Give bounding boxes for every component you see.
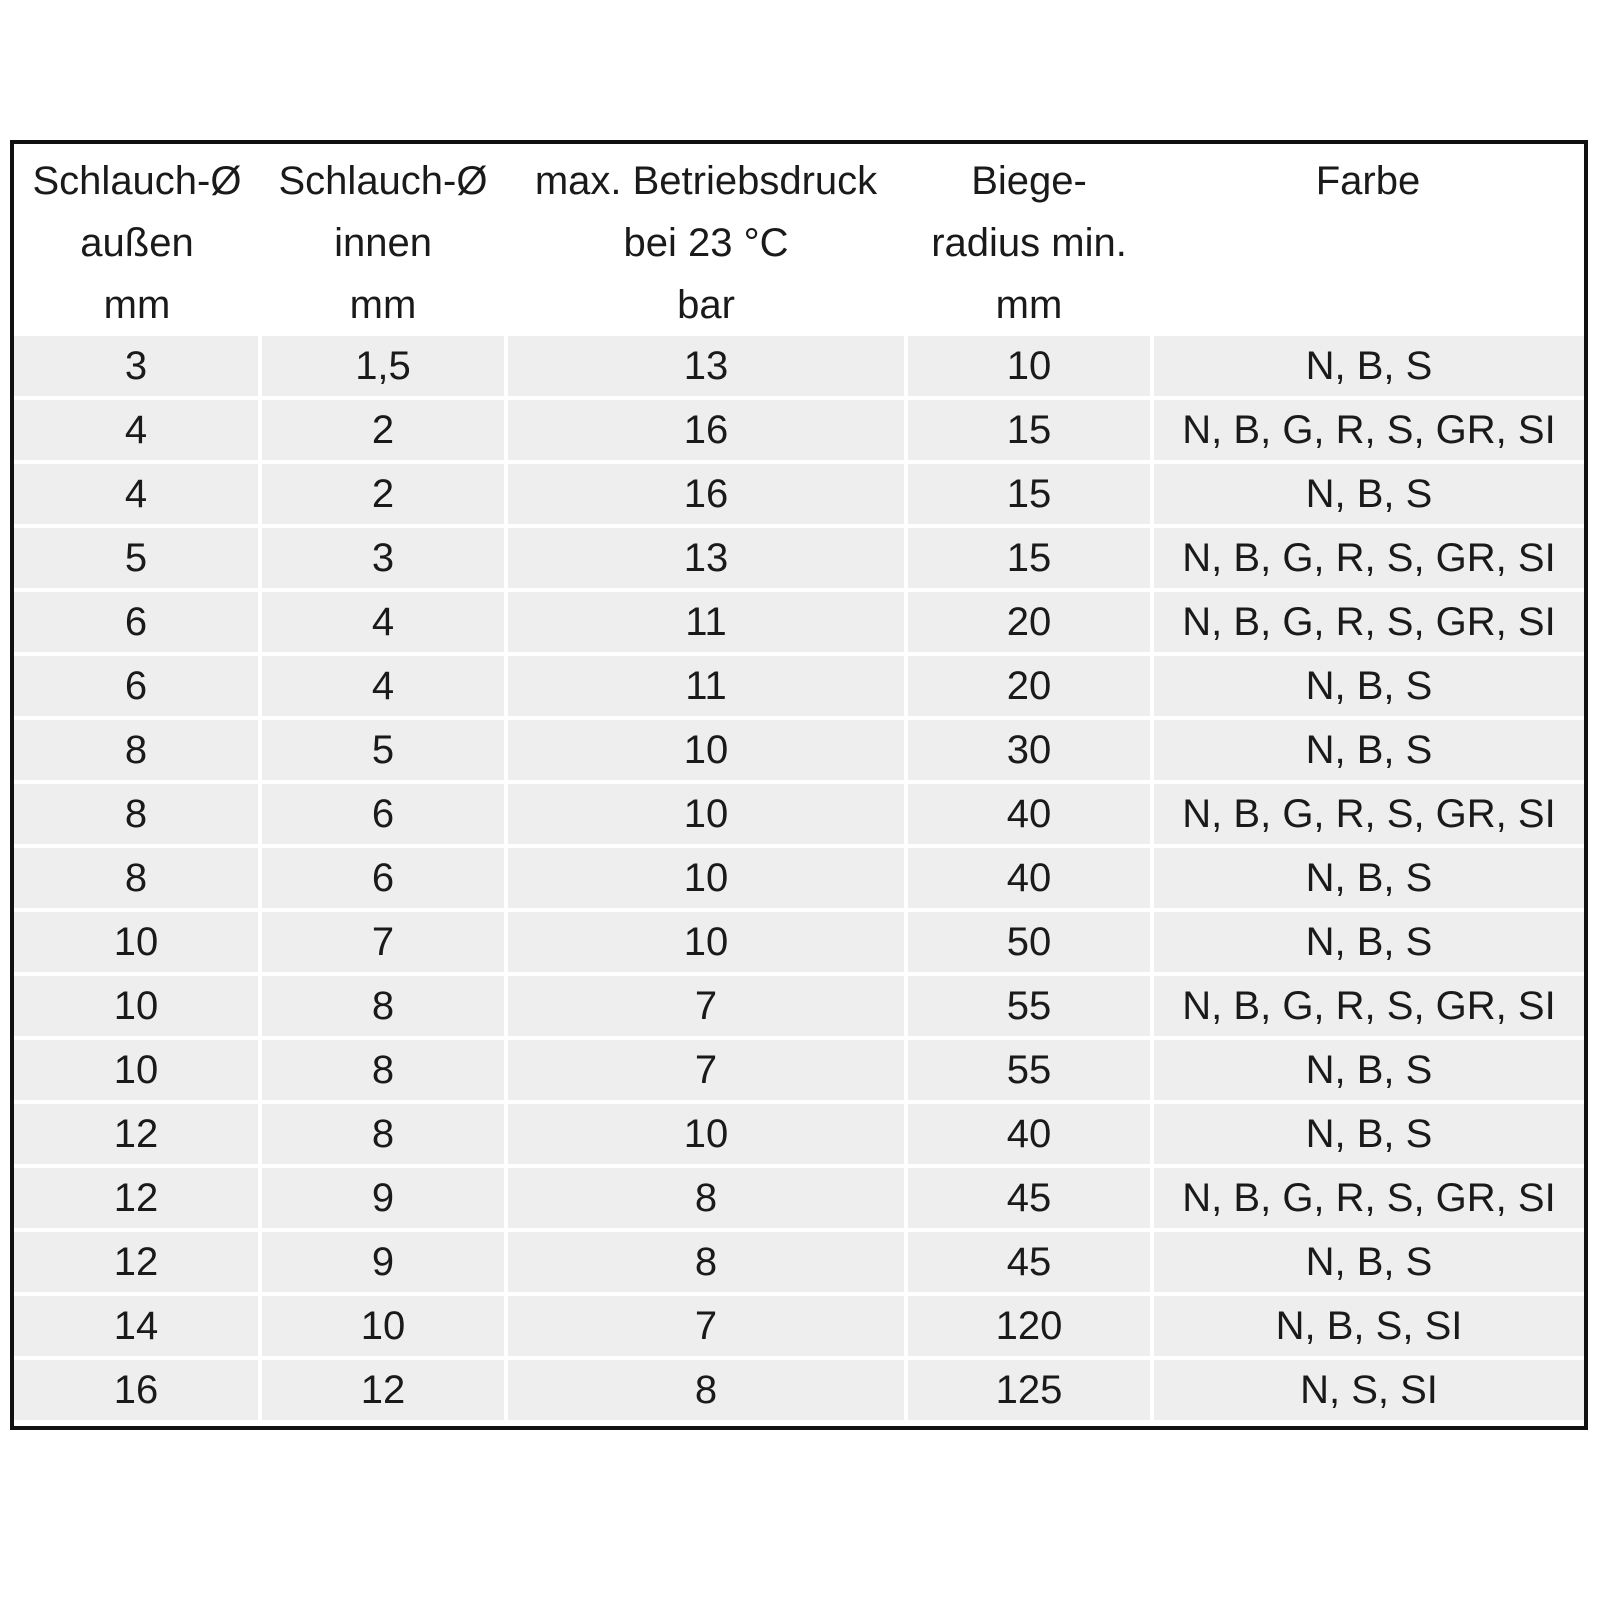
cell-bend-radius: 40 (906, 1102, 1152, 1166)
header-inner-diameter (260, 144, 506, 336)
cell-color: N, B, S, SI (1152, 1294, 1584, 1358)
cell-max-pressure: 7 (506, 1294, 906, 1358)
cell-outer-diameter: 3 (14, 336, 260, 398)
cell-inner-diameter: 9 (260, 1230, 506, 1294)
header-row (14, 144, 1584, 336)
cell-bend-radius: 20 (906, 590, 1152, 654)
cell-color: N, B, S (1152, 1230, 1584, 1294)
cell-color: N, B, S (1152, 336, 1584, 398)
table-row (14, 462, 1584, 526)
cell-inner-diameter: 8 (260, 974, 506, 1038)
header-outer-diameter (14, 144, 260, 336)
table-row (14, 1294, 1584, 1358)
cell-outer-diameter: 8 (14, 782, 260, 846)
cell-inner-diameter: 4 (260, 590, 506, 654)
cell-bend-radius: 15 (906, 398, 1152, 462)
cell-max-pressure: 13 (506, 526, 906, 590)
cell-color: N, B, S (1152, 846, 1584, 910)
cell-outer-diameter: 4 (14, 462, 260, 526)
cell-max-pressure: 11 (506, 590, 906, 654)
cell-max-pressure: 7 (506, 974, 906, 1038)
hose-spec-table-frame (10, 140, 1588, 1430)
cell-outer-diameter: 8 (14, 718, 260, 782)
header-inner-diameter-line-2: innen (334, 221, 432, 265)
cell-bend-radius: 120 (906, 1294, 1152, 1358)
cell-max-pressure: 13 (506, 336, 906, 398)
cell-max-pressure: 16 (506, 462, 906, 526)
cell-max-pressure: 10 (506, 782, 906, 846)
cell-max-pressure: 7 (506, 1038, 906, 1102)
table-body (14, 336, 1584, 1420)
cell-outer-diameter: 6 (14, 590, 260, 654)
header-inner-diameter-line-3: mm (349, 283, 417, 327)
cell-outer-diameter: 12 (14, 1230, 260, 1294)
table-row (14, 590, 1584, 654)
cell-bend-radius: 15 (906, 526, 1152, 590)
cell-inner-diameter: 10 (260, 1294, 506, 1358)
cell-inner-diameter: 9 (260, 1166, 506, 1230)
table-row (14, 846, 1584, 910)
header-max-pressure-line-2: bei 23 °C (623, 221, 789, 265)
table-row (14, 1230, 1584, 1294)
cell-max-pressure: 10 (506, 910, 906, 974)
table-row (14, 398, 1584, 462)
cell-color: N, B, G, R, S, GR, SI (1152, 590, 1584, 654)
cell-outer-diameter: 10 (14, 910, 260, 974)
cell-outer-diameter: 12 (14, 1166, 260, 1230)
cell-outer-diameter: 8 (14, 846, 260, 910)
header-outer-diameter-line-1: Schlauch-Ø (32, 159, 242, 203)
cell-bend-radius: 10 (906, 336, 1152, 398)
cell-outer-diameter: 6 (14, 654, 260, 718)
cell-color: N, B, S (1152, 1102, 1584, 1166)
header-outer-diameter-line-2: außen (80, 221, 194, 265)
cell-bend-radius: 40 (906, 846, 1152, 910)
cell-outer-diameter: 4 (14, 398, 260, 462)
cell-color: N, B, S (1152, 462, 1584, 526)
table-row (14, 526, 1584, 590)
header-color-line-1: Farbe (1315, 159, 1421, 203)
cell-max-pressure: 10 (506, 718, 906, 782)
table-row (14, 1038, 1584, 1102)
table-row (14, 1102, 1584, 1166)
cell-outer-diameter: 5 (14, 526, 260, 590)
header-max-pressure-line-1: max. Betriebsdruck (534, 159, 878, 203)
cell-inner-diameter: 12 (260, 1358, 506, 1420)
cell-inner-diameter: 6 (260, 782, 506, 846)
cell-bend-radius: 125 (906, 1358, 1152, 1420)
header-color-line-3 (1152, 274, 1584, 336)
cell-color: N, B, G, R, S, GR, SI (1152, 1166, 1584, 1230)
table-row (14, 974, 1584, 1038)
header-bend-radius-line-2: radius min. (931, 221, 1127, 265)
cell-bend-radius: 55 (906, 1038, 1152, 1102)
cell-inner-diameter: 1,5 (260, 336, 506, 398)
cell-color: N, B, G, R, S, GR, SI (1152, 974, 1584, 1038)
cell-inner-diameter: 8 (260, 1102, 506, 1166)
header-inner-diameter-line-1: Schlauch-Ø (278, 159, 488, 203)
cell-bend-radius: 20 (906, 654, 1152, 718)
table-row (14, 1166, 1584, 1230)
cell-inner-diameter: 2 (260, 398, 506, 462)
table-row (14, 782, 1584, 846)
header-bend-radius-line-3: mm (995, 283, 1063, 327)
cell-bend-radius: 15 (906, 462, 1152, 526)
table-row (14, 654, 1584, 718)
cell-color: N, B, S (1152, 718, 1584, 782)
cell-inner-diameter: 7 (260, 910, 506, 974)
cell-color: N, B, S (1152, 910, 1584, 974)
cell-max-pressure: 10 (506, 1102, 906, 1166)
cell-inner-diameter: 4 (260, 654, 506, 718)
cell-max-pressure: 8 (506, 1358, 906, 1420)
cell-outer-diameter: 16 (14, 1358, 260, 1420)
table-row (14, 336, 1584, 398)
cell-bend-radius: 45 (906, 1166, 1152, 1230)
cell-color: N, B, G, R, S, GR, SI (1152, 398, 1584, 462)
header-color (1152, 144, 1584, 336)
table-row (14, 910, 1584, 974)
cell-inner-diameter: 3 (260, 526, 506, 590)
cell-max-pressure: 16 (506, 398, 906, 462)
cell-color: N, B, G, R, S, GR, SI (1152, 782, 1584, 846)
cell-outer-diameter: 12 (14, 1102, 260, 1166)
cell-bend-radius: 30 (906, 718, 1152, 782)
cell-max-pressure: 10 (506, 846, 906, 910)
cell-bend-radius: 45 (906, 1230, 1152, 1294)
cell-color: N, B, S (1152, 1038, 1584, 1102)
cell-color: N, B, G, R, S, GR, SI (1152, 526, 1584, 590)
cell-inner-diameter: 6 (260, 846, 506, 910)
cell-bend-radius: 50 (906, 910, 1152, 974)
hose-spec-table (14, 144, 1584, 1420)
cell-max-pressure: 8 (506, 1166, 906, 1230)
cell-outer-diameter: 14 (14, 1294, 260, 1358)
cell-inner-diameter: 5 (260, 718, 506, 782)
header-max-pressure-line-3: bar (677, 283, 735, 327)
cell-bend-radius: 40 (906, 782, 1152, 846)
cell-max-pressure: 8 (506, 1230, 906, 1294)
cell-outer-diameter: 10 (14, 1038, 260, 1102)
cell-max-pressure: 11 (506, 654, 906, 718)
cell-color: N, S, SI (1152, 1358, 1584, 1420)
table-row (14, 718, 1584, 782)
cell-inner-diameter: 8 (260, 1038, 506, 1102)
header-bend-radius (906, 144, 1152, 336)
cell-bend-radius: 55 (906, 974, 1152, 1038)
header-max-pressure (506, 144, 906, 336)
cell-inner-diameter: 2 (260, 462, 506, 526)
table-header (14, 144, 1584, 336)
table-row (14, 1358, 1584, 1420)
header-outer-diameter-line-3: mm (103, 283, 171, 327)
cell-color: N, B, S (1152, 654, 1584, 718)
header-color-line-2 (1152, 212, 1584, 274)
cell-outer-diameter: 10 (14, 974, 260, 1038)
header-bend-radius-line-1: Biege- (971, 159, 1087, 203)
